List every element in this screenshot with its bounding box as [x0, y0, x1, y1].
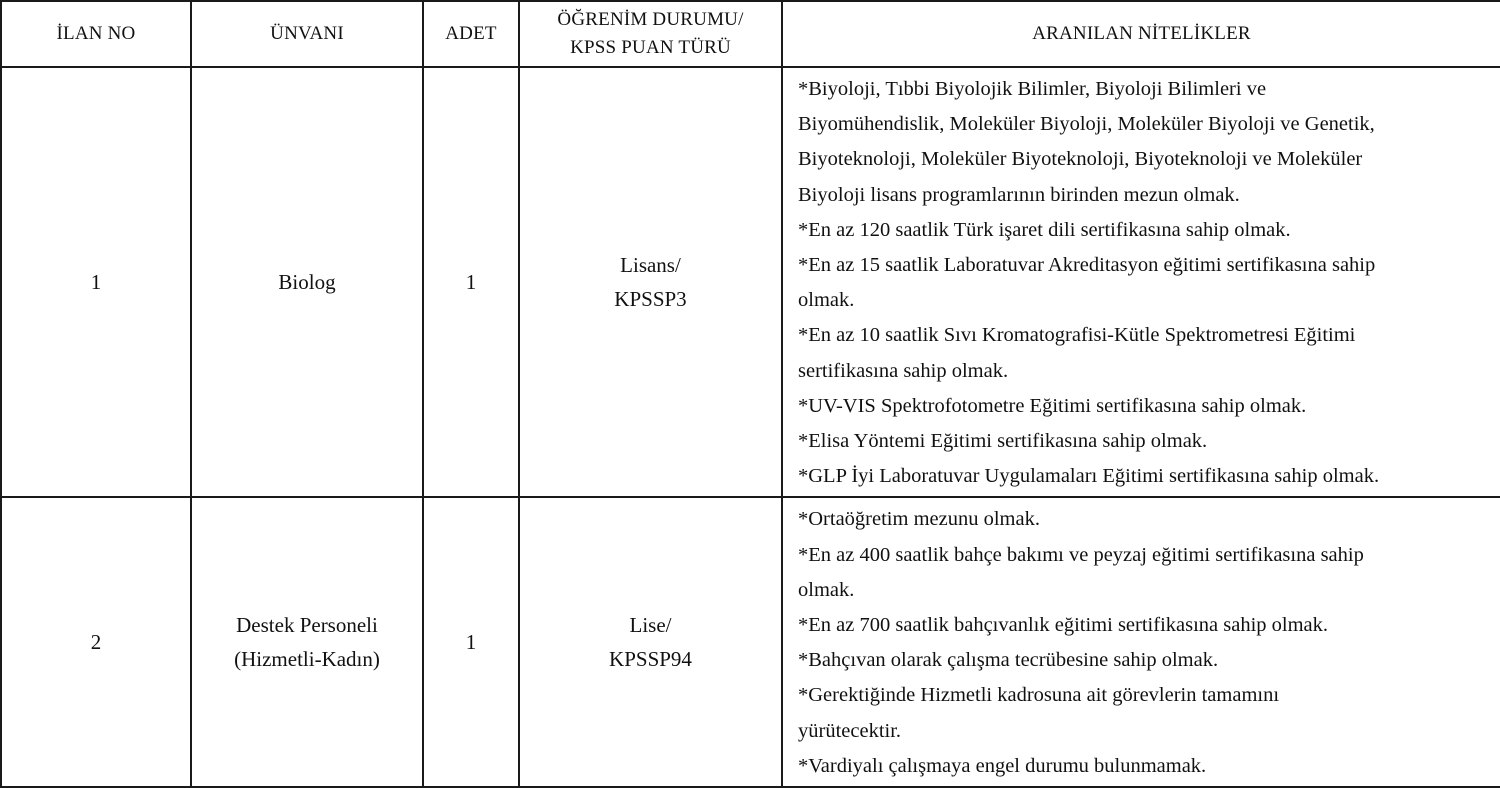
puan-turu-line: KPSSP94 — [609, 647, 692, 672]
header-ogrenim-line-1: ÖĞRENİM DURUMU/ — [557, 9, 744, 30]
cell-ilan-no: 1 — [1, 67, 191, 497]
requirement-line: *Ortaöğretim mezunu olmak. — [798, 508, 1040, 531]
cell-aranilan-nitelikler — [782, 67, 1500, 497]
header-aranilan-nitelikler: ARANILAN NİTELİKLER — [782, 1, 1500, 67]
header-row — [1, 1, 1500, 67]
requirement-line: Biyomühendislik, Moleküler Biyoloji, Moleküler Biyoloji ve Genetik, — [798, 113, 1375, 136]
cell-aranilan-nitelikler — [782, 497, 1500, 787]
header-unvani: ÜNVANI — [191, 1, 423, 67]
table-body — [1, 67, 1500, 787]
header-ilan-no: İLAN NO — [1, 1, 191, 67]
table-row — [1, 497, 1500, 787]
cell-ilan-no: 2 — [1, 497, 191, 787]
cell-unvani — [191, 67, 423, 497]
cell-ogrenim-durumu — [519, 497, 782, 787]
requirement-line: *En az 400 saatlik bahçe bakımı ve peyzaj eğitimi sertifikasına sahip — [798, 543, 1364, 566]
table-row — [1, 67, 1500, 497]
requirement-line: *Elisa Yöntemi Eğitimi sertifikasına sahip olmak. — [798, 430, 1208, 453]
requirement-line: yürütecektir. — [798, 719, 902, 742]
ogrenim-line: Lisans/ — [620, 253, 681, 278]
unvani-line: (Hizmetli-Kadın) — [234, 647, 380, 672]
cell-ogrenim-durumu — [519, 67, 782, 497]
requirement-line: sertifikasına sahip olmak. — [798, 359, 1009, 382]
requirement-line: *En az 10 saatlik Sıvı Kromatografisi-Kütle Spektrometresi Eğitimi — [798, 324, 1356, 347]
requirement-line: *Gerektiğinde Hizmetli kadrosuna ait görevlerin tamamını — [798, 684, 1280, 707]
unvani-line: Biolog — [278, 270, 336, 295]
requirement-line: olmak. — [798, 289, 855, 312]
requirement-line: Biyoteknoloji, Moleküler Biyoteknoloji, Biyoteknoloji ve Moleküler — [798, 148, 1363, 171]
unvani-line: Destek Personeli — [236, 613, 378, 638]
requirement-line: *Biyoloji, Tıbbi Biyolojik Bilimler, Biyoloji Bilimleri ve — [798, 78, 1267, 100]
header-ogrenim-line-2: KPSS PUAN TÜRÜ — [570, 37, 731, 58]
header-ogrenim-durumu — [519, 1, 782, 67]
requirement-line: *GLP İyi Laboratuvar Uygulamaları Eğitimi sertifikasına sahip olmak. — [798, 465, 1380, 488]
requirement-line: *Bahçıvan olarak çalışma tecrübesine sahip olmak. — [798, 649, 1219, 672]
cell-unvani — [191, 497, 423, 787]
requirement-line: *Vardiyalı çalışmaya engel durumu bulunmamak. — [798, 754, 1207, 777]
header-adet: ADET — [423, 1, 519, 67]
requirement-line: *En az 700 saatlik bahçıvanlık eğitimi sertifikasına sahip olmak. — [798, 614, 1329, 637]
requirement-line: Biyoloji lisans programlarının birinden mezun olmak. — [798, 183, 1240, 206]
ogrenim-line: Lise/ — [629, 613, 672, 638]
cell-adet: 1 — [423, 497, 519, 787]
table-header — [1, 1, 1500, 67]
puan-turu-line: KPSSP3 — [614, 287, 687, 312]
cell-adet: 1 — [423, 67, 519, 497]
requirement-line: *UV-VIS Spektrofotometre Eğitimi sertifikasına sahip olmak. — [798, 394, 1307, 417]
requirement-line: olmak. — [798, 578, 855, 601]
requirement-line: *En az 120 saatlik Türk işaret dili sertifikasına sahip olmak. — [798, 218, 1291, 241]
requirement-line: *En az 15 saatlik Laboratuvar Akreditasyon eğitimi sertifikasına sahip — [798, 254, 1376, 277]
